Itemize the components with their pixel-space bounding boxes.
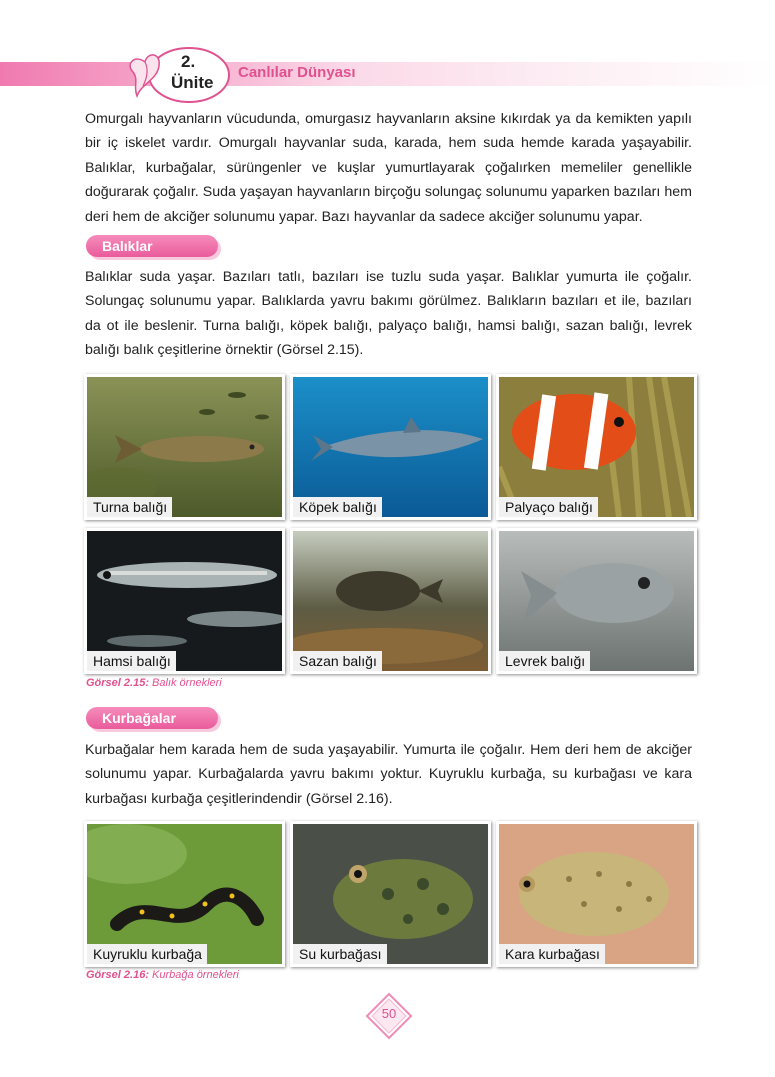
shark-caption: Köpek balığı <box>293 497 382 517</box>
anchovy-caption: Hamsi balığı <box>87 651 176 671</box>
clownfish-photo <box>496 374 697 520</box>
carp-caption: Sazan balığı <box>293 651 382 671</box>
seabass-caption: Levrek balığı <box>499 651 590 671</box>
anchovy-photo <box>84 528 285 674</box>
toad-photo <box>496 821 697 967</box>
unit-number: 2. <box>181 52 196 71</box>
figure-caption-frogs <box>86 969 239 981</box>
section-heading-frogs-label: Kurbağalar <box>102 710 176 726</box>
fish-paragraph: Balıklar suda yaşar. Bazıları tatlı, bazıları ise tuzlu suda yaşar. Balıklar yumurta ile çoğalır. Solungaç solunumu yapar. Balıklarda yavru bakımı görülmez. Balıkların bazıları et ile, bazıları da ot ile beslenir. Turna balığı, köpek balığı, palyaço balığı, hamsi balığı, sazan balığı, levrek balığı balık çeşitlerine örnektir (Görsel 2.15). <box>85 269 692 359</box>
figure-label-frogs: Görsel 2.16: <box>86 969 149 981</box>
salamander-photo <box>84 821 285 967</box>
intro-paragraph: Omurgalı hayvanların vücudunda, omurgasız hayvanların aksine kıkırdak ya da kemikten yapılı bir iç iskelet vardır. Omurgalı hayvanlar suda, karada, hem suda hemde karada yaşayabilir. Balıklar, kurbağalar, sürüngenler ve kuşlar yumurtlayarak çoğalırken memeliler genellikle doğurarak çoğalır. Suda yaşayan hayvanların birçoğu solungaç solunumu yaparken bazıları hem deri hem de akciğer solunumu yapar. Bazı hayvanlar da sadece akciğer solunumu yapar. <box>85 111 692 225</box>
pike-caption: Turna balığı <box>87 497 172 517</box>
section-heading-frogs <box>86 707 218 729</box>
page-number-badge <box>365 992 413 1040</box>
figure-caption-fish <box>86 677 222 689</box>
figure-text-frogs: Kurbağa örnekleri <box>152 969 239 981</box>
clownfish-caption: Palyaço balığı <box>499 497 598 517</box>
carp-photo <box>290 528 491 674</box>
water-frog-caption: Su kurbağası <box>293 944 387 964</box>
section-heading-fish <box>86 235 218 257</box>
toad-caption: Kara kurbağası <box>499 944 605 964</box>
unit-label: Ünite <box>171 73 214 92</box>
pike-photo <box>84 374 285 520</box>
section-heading-fish-label: Balıklar <box>102 238 153 254</box>
unit-title: Canlılar Dünyası <box>238 64 356 81</box>
figure-label-fish: Görsel 2.15: <box>86 677 149 689</box>
figure-text-fish: Balık örnekleri <box>152 677 222 689</box>
water-frog-photo <box>290 821 491 967</box>
seabass-photo <box>496 528 697 674</box>
salamander-caption: Kuyruklu kurbağa <box>87 944 207 964</box>
shark-photo <box>290 374 491 520</box>
frog-paragraph: Kurbağalar hem karada hem de suda yaşayabilir. Yumurta ile çoğalır. Hem deri hem de akciğer solunumu yapar. Kurbağalarda yavru bakımı yoktur. Kuyruklu kurbağa, su kurbağası ve kara kurbağası kurbağa çeşitlerindendir (Görsel 2.16). <box>85 742 692 807</box>
page-number: 50 <box>381 1006 397 1021</box>
header-bar <box>0 62 775 86</box>
